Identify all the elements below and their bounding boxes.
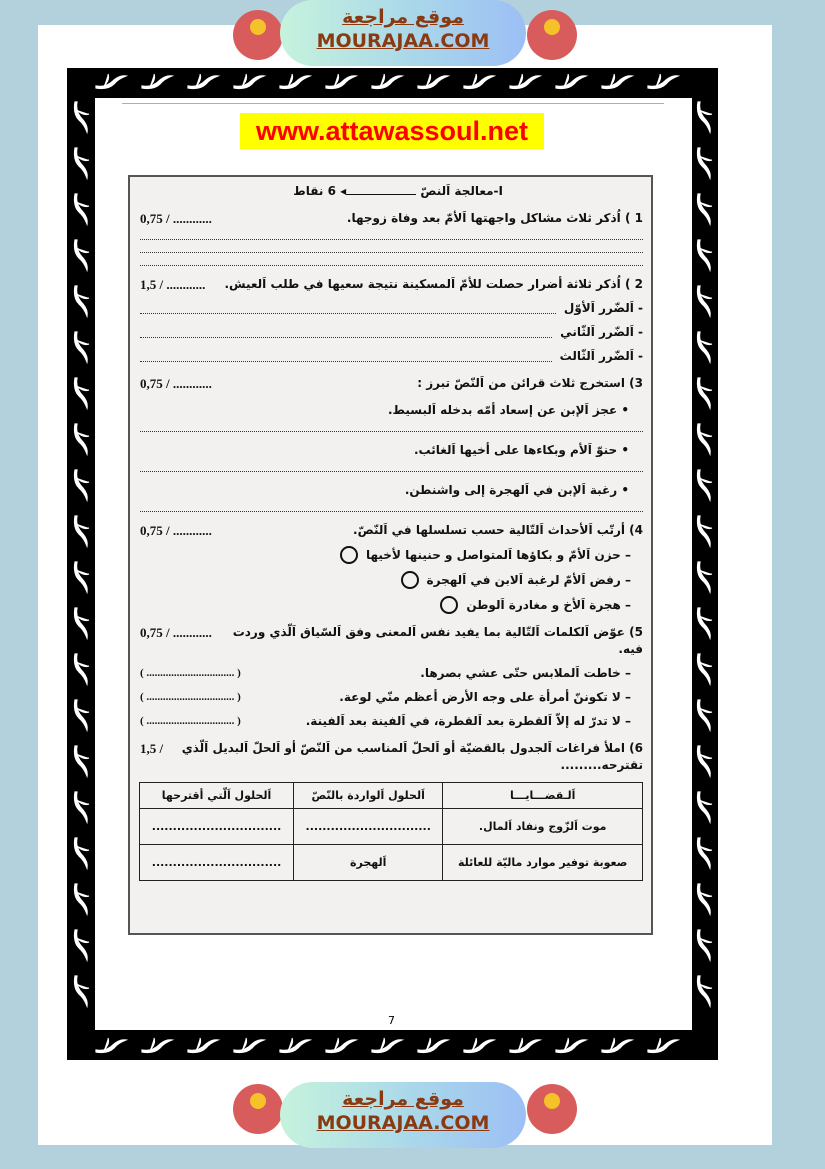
ornament (75, 194, 90, 224)
q4-item: – رفض اَلأمّ لرغبة اَلابن في اَلهجرة (426, 572, 631, 587)
ornament (75, 930, 90, 960)
q5-item-row (140, 665, 631, 682)
ornament (464, 74, 494, 89)
ornament (326, 1038, 356, 1053)
logo-badge (527, 10, 577, 60)
q2-item: - اَلضّرر اَلأوّل (563, 301, 643, 315)
ornament (75, 332, 90, 362)
q4-item-row (140, 571, 631, 589)
q5-item: – خاطت اَلملابس حتّى عشي بصرها. (420, 666, 631, 680)
banner-arabic: موقع مراجعة (342, 6, 464, 28)
ornament (418, 74, 448, 89)
q4-item: – حزن اَلأمّ و بكاؤها اَلمتواصل و حنينها لأخيها (365, 547, 631, 562)
q3-item: • حنوّ اَلأم وبكاءها على أخيها اَلغائب. (413, 443, 629, 457)
page-number: 7 (388, 1014, 395, 1027)
q5-item: – لا تدرّ له إلاّ اَلقطرة بعد اَلقطرة، في اَلفينة بعد اَلفينة. (305, 714, 631, 728)
ornament (698, 562, 713, 592)
banner-arabic: موقع مراجعة (342, 1088, 464, 1110)
question-3: 3) استخرج ثلاث قرائن من اَلنّصّ تبرز : (417, 376, 643, 390)
ornament (75, 148, 90, 178)
ornament (96, 1038, 126, 1053)
ornament (510, 1038, 540, 1053)
ornament (75, 608, 90, 638)
ornament (464, 1038, 494, 1053)
ornament (75, 884, 90, 914)
ornament (698, 286, 713, 316)
ornament (648, 1038, 678, 1053)
header-rule (122, 103, 664, 104)
ornament (698, 102, 713, 132)
question-6: 6) املأ فراغات اَلجدول بالقضيّة أو اَلحلّ اَلمناسب من اَلنّصّ أو اَلحلّ اَلبديل اَلّذي تقترحه......... (181, 741, 643, 772)
logo-badge (233, 10, 283, 60)
q5-score: 0,75 / ............ (140, 625, 212, 640)
ornament (698, 424, 713, 454)
table-header: اَلـقضـــايـــا (443, 783, 643, 809)
ornament (75, 240, 90, 270)
q2-row (140, 276, 643, 293)
ornament (698, 332, 713, 362)
section-title: I-معالجة اَلنصّ ◂ 6 نقاط (293, 184, 503, 198)
exam-sheet (128, 175, 653, 935)
ornament (234, 1038, 264, 1053)
ornament (75, 286, 90, 316)
ornament (234, 74, 264, 89)
q3-score: 0,75 / ............ (140, 376, 212, 391)
ornament (75, 746, 90, 776)
logo-badge (233, 1084, 283, 1134)
q5-answer-blank[interactable]: ( ................................ ) (140, 715, 241, 727)
question-2: 2 ) اُذكر ثلاثة أضرار حصلت للأمّ اَلمسكينة نتيجة سعيها في طلب اَلعيش. (224, 277, 643, 291)
ornament (418, 1038, 448, 1053)
ornament (142, 1038, 172, 1053)
ornament (698, 194, 713, 224)
q4-item-row (140, 546, 631, 564)
ornament (75, 424, 90, 454)
table-cell: صعوبة توفير موارد ماليّة للعائلة (443, 845, 643, 881)
ornament (698, 838, 713, 868)
q2-item-row (140, 348, 643, 365)
q5-item-row (140, 689, 631, 706)
ornament (326, 74, 356, 89)
ornament (96, 74, 126, 89)
ornament (698, 470, 713, 500)
book-icon (544, 1093, 560, 1109)
q5-row (140, 624, 643, 658)
table-cell: موت اَلزّوج ونفاد اَلمال. (443, 809, 643, 845)
order-circle[interactable] (440, 596, 458, 614)
ornament (75, 654, 90, 684)
table-cell[interactable]: ............................... (140, 809, 294, 845)
q3-row (140, 375, 643, 392)
banner-latin: MOURAJAA.COM (316, 30, 490, 52)
ornament (510, 74, 540, 89)
q6-table (139, 782, 643, 881)
question-5: 5) عوّض اَلكلمات اَلتّالية بما يفيد نفس اَلمعنى وفق اَلسّياق اَلّذي وردت فيه. (232, 625, 643, 656)
q5-item: – لا تكوننّ أمرأة على وجه الأرض أعظم منّي لوعة. (339, 690, 631, 704)
q4-item: – هجرة اَلأخ و مغادرة اَلوطن (466, 597, 631, 612)
ornament (698, 654, 713, 684)
q4-score: 0,75 / ............ (140, 523, 212, 538)
ornament (698, 746, 713, 776)
q5-item-row (140, 713, 631, 730)
ornament (75, 562, 90, 592)
ornament (698, 930, 713, 960)
book-icon (250, 19, 266, 35)
ornament (648, 74, 678, 89)
q2-item: - اَلضّرر اَلثّاني (560, 325, 643, 339)
q2-item: - اَلضّرر اَلثّالث (559, 349, 643, 363)
q2-item-row (140, 324, 643, 341)
question-1: 1 ) اُذكر ثلاث مشاكل واجهتها اَلأمّ بعد وفاة زوجها. (346, 211, 643, 225)
ornament (698, 976, 713, 1006)
ornament (372, 74, 402, 89)
ornament (75, 792, 90, 822)
ornament (75, 378, 90, 408)
q1-score: 0,75 / ............ (140, 211, 212, 226)
q4-item-row (140, 596, 631, 614)
q6-row (140, 740, 643, 774)
ornament (556, 1038, 586, 1053)
q2-score: 1,5 / ............ (140, 277, 206, 292)
ornament (698, 378, 713, 408)
ornament (142, 74, 172, 89)
q1-row (140, 210, 643, 227)
ornament (602, 74, 632, 89)
table-cell[interactable]: .............................. (294, 809, 443, 845)
table-cell[interactable]: ............................... (140, 845, 294, 881)
ornament (698, 792, 713, 822)
q5-answer-blank[interactable]: ( ................................ ) (140, 691, 241, 703)
question-4: 4) أرتّب اَلأحداث اَلتّالية حسب تسلسلها في اَلنّصّ. (353, 523, 643, 537)
q2-item-row (140, 300, 643, 317)
ornament (75, 470, 90, 500)
website-url[interactable]: www.attawassoul.net (240, 113, 544, 149)
q5-answer-blank[interactable]: ( ................................ ) (140, 667, 241, 679)
ornament (698, 148, 713, 178)
section-title-text: I-معالجة اَلنصّ (420, 184, 503, 198)
ornament (280, 1038, 310, 1053)
book-icon (544, 19, 560, 35)
ornament (698, 700, 713, 730)
table-cell: اَلهجرة (294, 845, 443, 881)
book-icon (250, 1093, 266, 1109)
ornament (75, 976, 90, 1006)
ornament (556, 74, 586, 89)
ornament (698, 240, 713, 270)
table-header: اَلحلول اَلّتي أقترحها (140, 783, 294, 809)
section-points: 6 نقاط (293, 184, 336, 198)
q4-row (140, 522, 643, 539)
ornament (188, 74, 218, 89)
q6-score: 1,5 / (140, 741, 164, 756)
ornament (698, 516, 713, 546)
table-header: اَلحلول اَلواردة بالنّصّ (294, 783, 443, 809)
q3-item: • رغبة اَلإبن في اَلهجرة إلى واشنطن. (404, 483, 629, 497)
ornament (188, 1038, 218, 1053)
ornament (75, 102, 90, 132)
ornament (698, 608, 713, 638)
ornament (372, 1038, 402, 1053)
header-banner[interactable] (280, 0, 526, 66)
ornament (75, 838, 90, 868)
ornament (602, 1038, 632, 1053)
q3-item: • عجز اَلإبن عن إسعاد أمّه بدخله اَلبسيط. (387, 403, 629, 417)
ornament (280, 74, 310, 89)
order-circle[interactable] (401, 571, 419, 589)
ornament (698, 884, 713, 914)
footer-banner[interactable] (280, 1082, 526, 1148)
logo-badge (527, 1084, 577, 1134)
ornament (75, 516, 90, 546)
ornament (75, 700, 90, 730)
order-circle[interactable] (340, 546, 358, 564)
banner-latin: MOURAJAA.COM (316, 1112, 490, 1134)
